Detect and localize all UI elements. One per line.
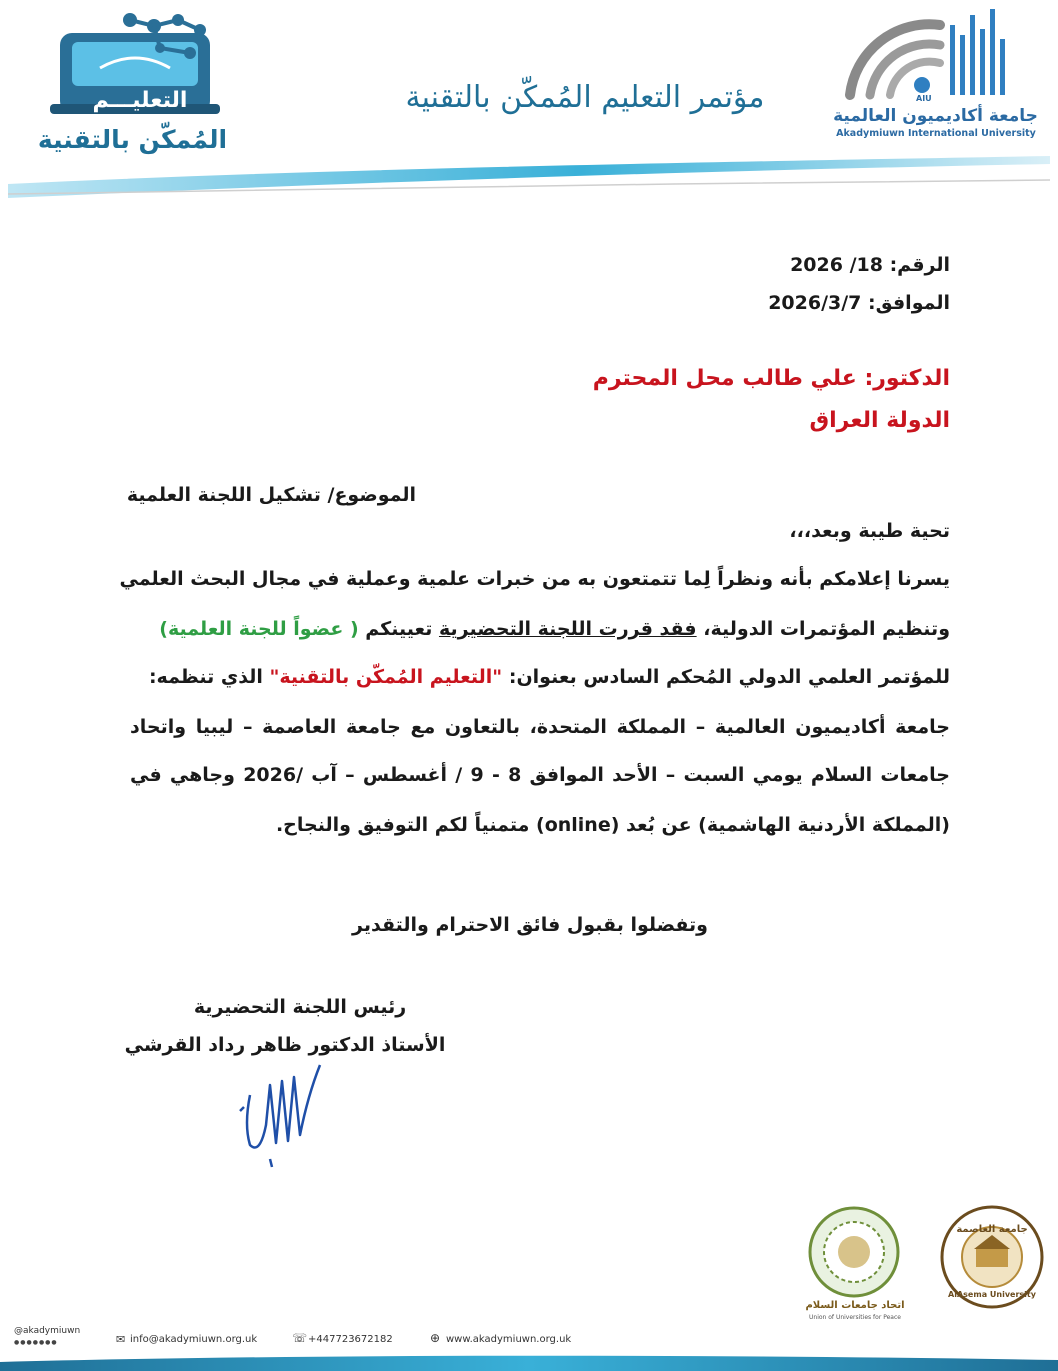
- paragraph-line-1: يسرنا إعلامكم بأنه ونظراً لِما تتمتعون به من خبرات علمية وعملية في مجال البحث العلمي: [119, 568, 950, 590]
- university-logo: [830, 5, 1030, 105]
- alasema-label-ar: جامعة العاصمة: [956, 1224, 1028, 1235]
- footer-band: [0, 1352, 1058, 1371]
- p2-part-a: وتنظيم المؤتمرات الدولية،: [703, 618, 950, 640]
- handwritten-signature: [230, 1055, 340, 1175]
- greeting: تحية طيبة وبعد،،،: [789, 520, 950, 542]
- recipient: الدكتور: علي طالب محل المحترم: [592, 366, 950, 391]
- union-peace-label: اتحاد جامعات السلام: [805, 1300, 905, 1311]
- union-peace-seal: [808, 1206, 900, 1298]
- paragraph-line-2: [130, 620, 950, 639]
- letter-date: الموافق: 2026/3/7: [768, 292, 950, 314]
- reference-number: الرقم: 18/ 2026: [790, 254, 950, 276]
- paragraph-line-6: (المملكة الأردنية الهاشمية) عن بُعد (online) متمنياً لكم التوفيق والنجاح.: [275, 814, 950, 836]
- phone-icon: ☏: [292, 1331, 308, 1345]
- committee-decision: فقد قررت اللجنة التحضيرية: [438, 618, 697, 640]
- email-icon: ✉: [116, 1333, 126, 1346]
- website-url: www.akadymiuwn.org.uk: [446, 1334, 572, 1345]
- alasema-label-en: AlAsema University: [948, 1290, 1036, 1299]
- university-abbr: AIU: [916, 94, 932, 103]
- p2-part-c: تعيينكم: [365, 618, 433, 640]
- closing-line: وتفضلوا بقبول فائق الاحترام والتقدير: [352, 914, 708, 936]
- paragraph-line-3: [130, 668, 950, 687]
- email-address: info@akadymiuwn.org.uk: [130, 1334, 258, 1345]
- membership-role: ( عضواً للجنة العلمية): [159, 618, 359, 640]
- paragraph-line-4: جامعة أكاديميون العالمية – المملكة المتحدة، بالتعاون مع جامعة العاصمة – ليبيا واتحاد: [130, 716, 950, 738]
- phone-number: +447723672182: [308, 1334, 393, 1345]
- social-icons: ●●●●●●●: [14, 1339, 58, 1346]
- p3-part-a: للمؤتمر العلمي الدولي المُحكم السادس بعنوان:: [508, 666, 950, 688]
- logo-left-line2: المُمكّن بالتقنية: [37, 125, 228, 154]
- conference-name-quote: "التعليم المُمكّن بالتقنية": [269, 666, 503, 688]
- recipient-country: الدولة العراق: [809, 408, 950, 433]
- globe-icon: ⊕: [430, 1331, 441, 1345]
- logo-left-line1: التعليـــم: [92, 88, 188, 113]
- header-divider-swoosh: [0, 150, 1058, 210]
- paragraph-line-5: جامعات السلام يومي السبت – الأحد الموافق 8 - 9 / أغسطس – آب /2026 وجاهي في: [130, 764, 950, 786]
- conference-title: مؤتمر التعليم المُمكّن بالتقنية: [405, 80, 765, 115]
- social-handle: @akadymiuwn: [14, 1326, 81, 1336]
- signer-name: الأستاذ الدكتور ظاهر رداد القرشي: [124, 1034, 446, 1056]
- university-name-en: Akadymiuwn International University: [836, 128, 1036, 139]
- signer-title: رئيس اللجنة التحضيرية: [193, 996, 407, 1018]
- subject-line: الموضوع/ تشكيل اللجنة العلمية: [126, 484, 416, 506]
- university-name-ar: جامعة أكاديميون العالمية: [833, 106, 1038, 126]
- union-peace-label-en: Union of Universities for Peace: [809, 1314, 901, 1321]
- p3-part-c: الذي تنظمه:: [148, 666, 263, 688]
